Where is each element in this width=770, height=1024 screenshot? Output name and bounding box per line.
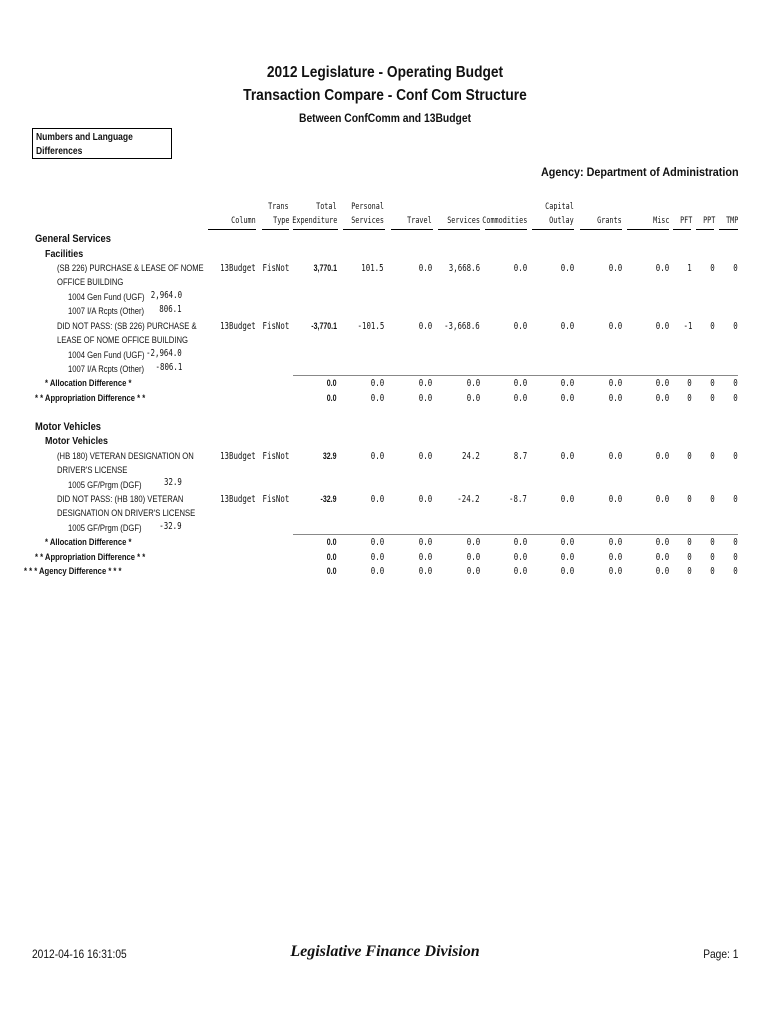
fund-label: 1004 Gen Fund (UGF): [68, 292, 145, 302]
header-underline: [262, 229, 289, 230]
col-header-services: Services: [447, 216, 480, 226]
col-header-type: Type: [272, 216, 289, 226]
footer-division: Legislative Finance Division: [290, 943, 480, 960]
col-header-expenditure: Expenditure: [291, 216, 337, 226]
cell-misc: 0.0: [655, 393, 669, 404]
cell-misc: 0.0: [655, 552, 669, 563]
item-label: LEASE OF NOME OFFICE BUILDING: [57, 335, 188, 345]
cell-tmp: 0: [733, 321, 738, 332]
fund-label: 1007 I/A Rcpts (Other): [68, 306, 145, 316]
cell-tmp: 0: [733, 552, 738, 563]
appropriation-difference-label: * * Appropriation Difference * *: [35, 552, 146, 562]
fund-label: 1005 GF/Prgm (DGF): [68, 480, 142, 490]
cell-pft: 0: [687, 451, 692, 462]
cell-total: 3,770.1: [313, 263, 337, 273]
item-label: DESIGNATION ON DRIVER'S LICENSE: [57, 508, 196, 518]
cell-comm: 8.7: [513, 451, 527, 462]
cell-pers: -101.5: [357, 321, 384, 332]
subtotal-line: [293, 534, 738, 535]
cell-misc: 0.0: [655, 494, 669, 505]
cell-ppt: 0: [710, 321, 715, 332]
fund-label: 1007 I/A Rcpts (Other): [68, 364, 145, 374]
item-label: DID NOT PASS: (SB 226) PURCHASE &: [57, 321, 197, 331]
cell-misc: 0.0: [655, 378, 669, 389]
cell-misc: 0.0: [655, 263, 669, 274]
header-underline: [485, 229, 527, 230]
cell-pft: 0: [687, 537, 692, 548]
cell-pft: 0: [687, 494, 692, 505]
cell-type: FisNot: [262, 263, 289, 274]
cell-travel: 0.0: [418, 451, 432, 462]
cell-ppt: 0: [710, 566, 715, 577]
agency-label: Agency: Department of Administration: [541, 165, 739, 179]
cell-pers: 0.0: [370, 537, 384, 548]
cell-pft: -1: [683, 321, 692, 332]
cell-pft: 0: [687, 566, 692, 577]
cell-grants: 0.0: [608, 537, 622, 548]
cell-col: 13Budget: [220, 263, 256, 274]
col-header-travel: Travel: [407, 216, 432, 226]
cell-serv: 0.0: [466, 537, 480, 548]
cell-cap: 0.0: [560, 494, 574, 505]
differences-box: [32, 128, 172, 159]
fund-value: 806.1: [159, 304, 182, 315]
cell-grants: 0.0: [608, 552, 622, 563]
header-underline: [673, 229, 691, 230]
header-underline: [696, 229, 714, 230]
cell-tmp: 0: [733, 263, 738, 274]
col-header-trans: Trans: [268, 202, 289, 212]
cell-pft: 0: [687, 378, 692, 389]
cell-pers: 0.0: [370, 451, 384, 462]
cell-tmp: 0: [733, 451, 738, 462]
cell-type: FisNot: [262, 321, 289, 332]
cell-misc: 0.0: [655, 566, 669, 577]
col-header-tmp: TMP: [725, 216, 738, 226]
cell-serv: 0.0: [466, 566, 480, 577]
cell-travel: 0.0: [418, 263, 432, 274]
col-header-capital: Capital: [545, 202, 574, 212]
agency-difference-label: * * * Agency Difference * * *: [24, 566, 122, 576]
report-comparison: Between ConfComm and 13Budget: [298, 111, 471, 125]
cell-grants: 0.0: [608, 263, 622, 274]
footer-page: Page: 1: [702, 947, 738, 961]
cell-cap: 0.0: [560, 537, 574, 548]
cell-comm: 0.0: [513, 321, 527, 332]
cell-tmp: 0: [733, 537, 738, 548]
cell-comm: 0.0: [513, 552, 527, 563]
cell-grants: 0.0: [608, 566, 622, 577]
col-header-pft: PFT: [679, 216, 692, 226]
cell-pers: 0.0: [370, 378, 384, 389]
cell-grants: 0.0: [608, 494, 622, 505]
col-header-personal: Personal: [351, 202, 384, 212]
cell-comm: 0.0: [513, 537, 527, 548]
cell-pers: 0.0: [370, 566, 384, 577]
col-header-misc: Misc: [652, 216, 669, 226]
header-underline: [343, 229, 385, 230]
cell-travel: 0.0: [418, 321, 432, 332]
report-title: 2012 Legislature - Operating Budget: [266, 64, 504, 81]
cell-serv: -24.2: [457, 494, 480, 505]
cell-misc: 0.0: [655, 451, 669, 462]
cell-cap: 0.0: [560, 393, 574, 404]
cell-cap: 0.0: [560, 451, 574, 462]
cell-pers: 0.0: [370, 393, 384, 404]
cell-pers: 101.5: [361, 263, 384, 274]
cell-ppt: 0: [710, 263, 715, 274]
cell-travel: 0.0: [418, 378, 432, 389]
fund-label: 1004 Gen Fund (UGF): [68, 350, 145, 360]
cell-misc: 0.0: [655, 537, 669, 548]
cell-cap: 0.0: [560, 321, 574, 332]
cell-comm: 0.0: [513, 263, 527, 274]
cell-ppt: 0: [710, 552, 715, 563]
fund-label: 1005 GF/Prgm (DGF): [68, 523, 142, 533]
cell-pers: 0.0: [370, 494, 384, 505]
appropriation-difference-label: * * Appropriation Difference * *: [35, 393, 146, 403]
cell-grants: 0.0: [608, 451, 622, 462]
cell-total: -32.9: [320, 494, 337, 504]
cell-ppt: 0: [710, 451, 715, 462]
fund-value: -32.9: [159, 521, 182, 532]
cell-travel: 0.0: [418, 566, 432, 577]
cell-comm: -8.7: [509, 494, 527, 505]
cell-travel: 0.0: [418, 494, 432, 505]
cell-serv: -3,668.6: [444, 321, 480, 332]
cell-cap: 0.0: [560, 566, 574, 577]
cell-cap: 0.0: [560, 263, 574, 274]
cell-total: 0.0: [327, 393, 337, 403]
cell-total: -3,770.1: [311, 321, 337, 331]
subsection-motor-vehicles: Motor Vehicles: [45, 435, 108, 447]
col-header-grants: Grants: [597, 216, 622, 226]
cell-serv: 3,668.6: [448, 263, 480, 274]
cell-travel: 0.0: [418, 393, 432, 404]
cell-serv: 0.0: [466, 552, 480, 563]
subtotal-line: [293, 375, 738, 376]
cell-type: FisNot: [262, 451, 289, 462]
cell-comm: 0.0: [513, 393, 527, 404]
col-header-commodities: Commodities: [481, 216, 527, 226]
fund-value: 32.9: [164, 477, 182, 488]
cell-col: 13Budget: [220, 494, 256, 505]
cell-travel: 0.0: [418, 552, 432, 563]
cell-col: 13Budget: [220, 451, 256, 462]
cell-total: 0.0: [327, 552, 337, 562]
cell-grants: 0.0: [608, 321, 622, 332]
cell-serv: 24.2: [462, 451, 480, 462]
cell-pers: 0.0: [370, 552, 384, 563]
cell-type: FisNot: [262, 494, 289, 505]
fund-value: -806.1: [155, 362, 182, 373]
cell-tmp: 0: [733, 566, 738, 577]
cell-serv: 0.0: [466, 378, 480, 389]
header-underline: [580, 229, 622, 230]
cell-total: 32.9: [323, 451, 337, 461]
item-label: DRIVER'S LICENSE: [57, 465, 128, 475]
cell-tmp: 0: [733, 494, 738, 505]
cell-tmp: 0: [733, 378, 738, 389]
allocation-difference-label: * Allocation Difference *: [45, 537, 132, 547]
col-header-total: Total: [316, 202, 337, 212]
item-label: (HB 180) VETERAN DESIGNATION ON: [57, 451, 194, 461]
section-motor-vehicles: Motor Vehicles: [35, 421, 101, 433]
header-underline: [532, 229, 574, 230]
cell-serv: 0.0: [466, 393, 480, 404]
header-underline: [391, 229, 433, 230]
cell-total: 0.0: [327, 537, 337, 547]
box-label-1: Numbers and Language: [36, 132, 133, 143]
item-label: OFFICE BUILDING: [57, 277, 124, 287]
cell-grants: 0.0: [608, 378, 622, 389]
cell-travel: 0.0: [418, 537, 432, 548]
item-label: (SB 226) PURCHASE & LEASE OF NOME: [57, 263, 204, 273]
header-underline: [293, 229, 338, 230]
header-underline: [627, 229, 669, 230]
cell-total: 0.0: [327, 566, 337, 576]
report-subtitle: Transaction Compare - Conf Com Structure: [243, 87, 527, 104]
cell-cap: 0.0: [560, 552, 574, 563]
item-label: DID NOT PASS: (HB 180) VETERAN: [57, 494, 184, 504]
col-header-outlay: Outlay: [549, 216, 574, 226]
cell-ppt: 0: [710, 494, 715, 505]
fund-value: -2,964.0: [146, 348, 182, 359]
footer-timestamp: 2012-04-16 16:31:05: [32, 947, 127, 961]
header-underline: [719, 229, 738, 230]
cell-ppt: 0: [710, 378, 715, 389]
cell-comm: 0.0: [513, 566, 527, 577]
cell-misc: 0.0: [655, 321, 669, 332]
section-general-services: General Services: [35, 233, 111, 245]
col-header-personal-services: Services: [351, 216, 384, 226]
cell-pft: 0: [687, 393, 692, 404]
header-underline: [438, 229, 480, 230]
cell-comm: 0.0: [513, 378, 527, 389]
header-underline: [208, 229, 256, 230]
cell-pft: 0: [687, 552, 692, 563]
cell-total: 0.0: [327, 378, 337, 388]
cell-ppt: 0: [710, 537, 715, 548]
cell-col: 13Budget: [220, 321, 256, 332]
cell-pft: 1: [687, 263, 692, 274]
cell-ppt: 0: [710, 393, 715, 404]
subsection-facilities: Facilities: [45, 248, 84, 260]
cell-grants: 0.0: [608, 393, 622, 404]
box-label-2: Differences: [36, 146, 83, 157]
cell-cap: 0.0: [560, 378, 574, 389]
fund-value: 2,964.0: [150, 290, 182, 301]
col-header-ppt: PPT: [702, 216, 715, 226]
col-header-column: Column: [231, 216, 256, 226]
allocation-difference-label: * Allocation Difference *: [45, 378, 132, 388]
cell-tmp: 0: [733, 393, 738, 404]
